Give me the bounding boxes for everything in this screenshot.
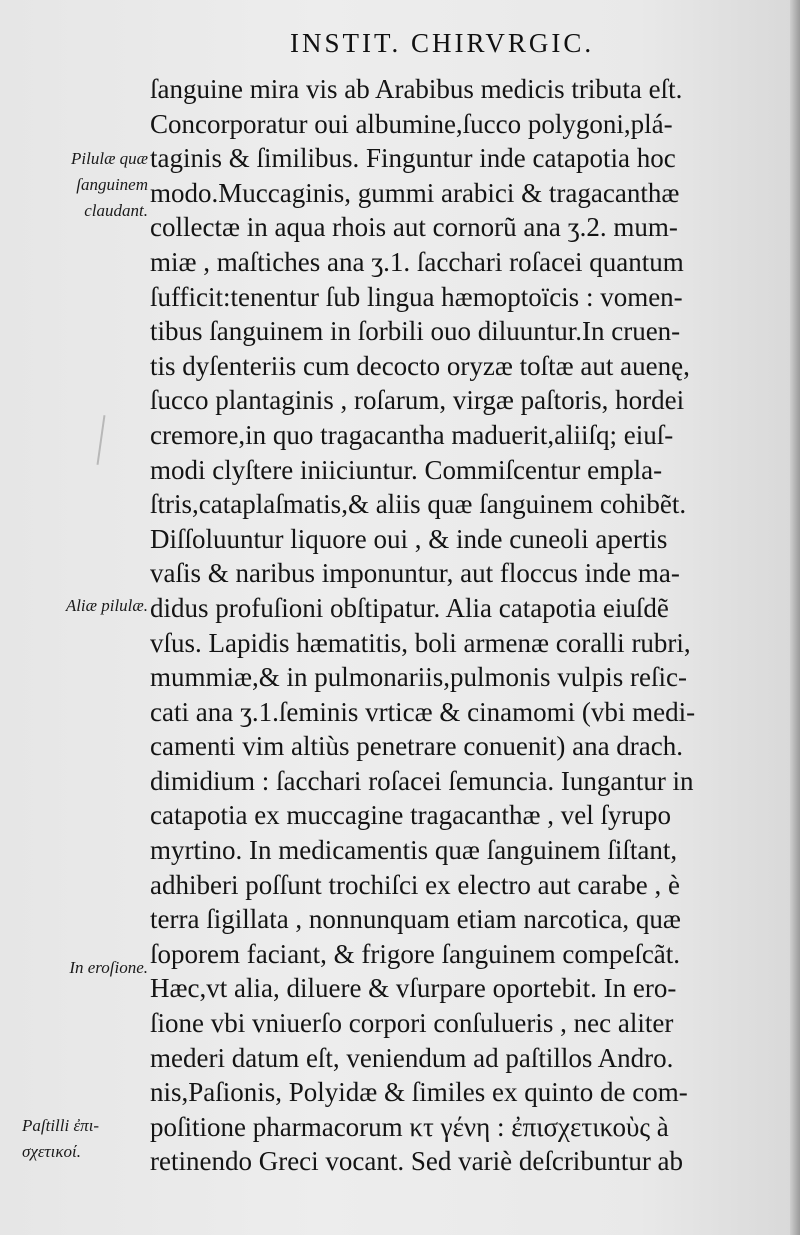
text-line: Hæc,vt alia, diluere & vſurpare oportebit. In ero- bbox=[150, 973, 677, 1004]
text-line: modi clyſtere iniiciuntur. Commiſcentur empla- bbox=[150, 454, 663, 485]
text-line: terra ſigillata , nonnunquam etiam narcotica, quæ bbox=[150, 904, 681, 935]
text-line: cati ana ʒ.1.ſeminis vrticæ & cinamomi (vbi medi- bbox=[150, 696, 696, 727]
text-line: ſoporem faciant, & frigore ſanguinem compeſcãt. bbox=[150, 938, 681, 969]
margin-mark bbox=[97, 415, 106, 465]
text-line: cremore,in quo tragacantha maduerit,aliiſq; eiuſ- bbox=[150, 419, 674, 450]
text-line: myrtino. In medicamentis quæ ſanguinem ſiſtant, bbox=[150, 835, 678, 866]
margin-note-pilulae bbox=[18, 146, 148, 224]
text-line: modo.Muccaginis, gummi arabici & tragacanthæ bbox=[150, 177, 680, 208]
margin-note-line: Aliæ pilulæ. bbox=[65, 596, 148, 615]
body-text bbox=[150, 72, 735, 1179]
page-edge bbox=[790, 0, 800, 1235]
text-line: taginis & ſimilibus. Finguntur inde catapotia hoc bbox=[150, 143, 676, 174]
text-line: poſitione pharmacorum κτ γένη : ἐπισχετικοὺς à bbox=[150, 1111, 669, 1142]
text-line: miæ , maſtiches ana ʒ.1. ſacchari roſacei quantum bbox=[150, 246, 684, 277]
text-line: ſufficit:tenentur ſub lingua hæmoptoïcis : vomen- bbox=[150, 281, 683, 312]
text-line: catapotia ex muccagine tragacanthæ , vel ſyrupo bbox=[150, 800, 672, 831]
text-line: ſucco plantaginis , roſarum, virgæ paſtoris, hordei bbox=[150, 385, 685, 416]
text-line: Diſſoluuntur liquore oui , & inde cuneoli apertis bbox=[150, 523, 668, 554]
margin-note-line: claudant. bbox=[84, 201, 148, 220]
text-line: dimidium : ſacchari roſacei ſemuncia. Iungantur in bbox=[150, 765, 694, 796]
margin-note-line: In eroſione. bbox=[69, 958, 148, 977]
text-line: nis,Paſionis, Polyidæ & ſimiles ex quinto de com- bbox=[150, 1077, 688, 1108]
running-header: INSTIT. CHIRVRGIC. bbox=[290, 28, 595, 58]
text-line: ſtris,cataplaſmatis,& aliis quæ ſanguinem cohibẽt. bbox=[150, 489, 687, 520]
text-line: vſus. Lapidis hæmatitis, boli armenæ coralli rubri, bbox=[150, 627, 691, 658]
text-line: ſanguine mira vis ab Arabibus medicis tributa eſt. bbox=[150, 74, 683, 104]
text-line: Concorporatur oui albumine,ſucco polygoni,plá- bbox=[150, 108, 673, 139]
text-line: mummiæ,& in pulmonariis,pulmonis vulpis reſic- bbox=[150, 662, 687, 693]
text-line: camenti vim altiùs penetrare conuenit) ana drach. bbox=[150, 731, 684, 762]
margin-note-in-erosione bbox=[18, 955, 148, 981]
text-line: tibus ſanguinem in ſorbili ouo diluuntur.In cruen- bbox=[150, 316, 681, 347]
text-line: tis dyſenteriis cum decocto oryzæ toſtæ aut auenę, bbox=[150, 350, 690, 381]
text-line: collectæ in aqua rhois aut cornorũ ana ʒ.2. mum- bbox=[150, 212, 678, 243]
text-line: mederi datum eſt, veniendum ad paſtillos Andro. bbox=[150, 1042, 674, 1073]
text-line: vaſis & naribus imponuntur, aut floccus inde ma- bbox=[150, 558, 680, 589]
margin-note-aliae-pilulae bbox=[18, 593, 148, 619]
text-line: ſione vbi vniuerſo corpori conſulueris , nec aliter bbox=[150, 1008, 674, 1039]
margin-note-line: Paſtilli ἐπι- bbox=[22, 1116, 100, 1135]
margin-note-line: ſanguinem bbox=[76, 175, 148, 194]
margin-note-line: Pilulæ quæ bbox=[71, 149, 148, 168]
margin-note-line: σχετικοί. bbox=[22, 1142, 82, 1161]
text-line: adhiberi poſſunt trochiſci ex electro aut carabe , è bbox=[150, 869, 681, 900]
text-line: didus profuſioni obſtipatur. Alia catapotia eiuſdẽ bbox=[150, 592, 669, 623]
margin-note-pastilli bbox=[22, 1113, 152, 1165]
text-line: retinendo Greci vocant. Sed variè deſcribuntur ab bbox=[150, 1146, 684, 1177]
